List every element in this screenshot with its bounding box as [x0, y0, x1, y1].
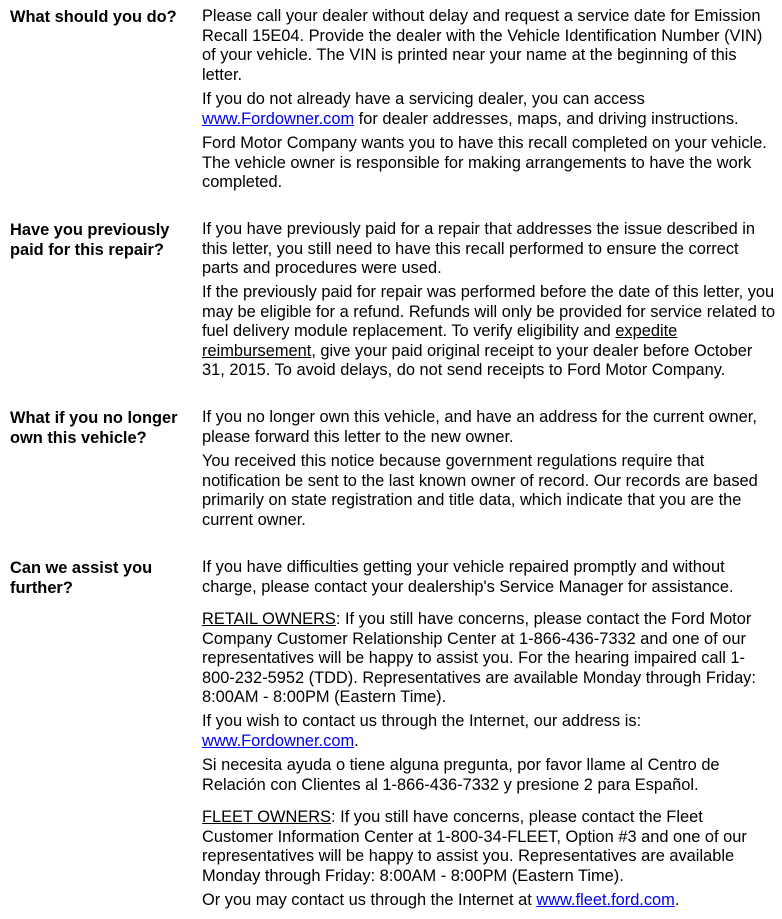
paragraph: If you have difficulties getting your vehicle repaired promptly and without charge, please contact your dealership's Service Manager for assistance. [202, 558, 734, 596]
fordowner-link[interactable]: www.Fordowner.com [202, 109, 355, 128]
paragraph: If you no longer own this vehicle, and have an address for the current owner, please forward this letter to the new owner. [202, 408, 757, 446]
question-heading: Have you previously paid for this repair? [10, 221, 170, 259]
paragraph [202, 90, 777, 129]
underlined-text: expedite reimbursement [202, 322, 678, 360]
retail-owners-label: RETAIL OWNERS [202, 610, 336, 628]
fleet-ford-link[interactable]: www.fleet.ford.com [536, 891, 675, 909]
text-segment: , give your paid original receipt to your dealer before October 31, 2015. To avoid delays, do not send receipts to Ford Motor Company. [202, 341, 753, 380]
paragraph: If you have previously paid for a repair that addresses the issue described in this letter, you still need to have this recall performed to ensure the correct parts and procedures were used. [202, 220, 756, 278]
question-heading: Can we assist you further? [10, 559, 153, 597]
paragraph: Please call your dealer without delay and request a service date for Emission Recall 15E04. Provide the dealer with the Vehicle Identification Number (VIN) of your vehicle. The VIN is printed near your name at the beginning of this letter. [202, 7, 763, 84]
fordowner-link[interactable]: www.Fordowner.com [202, 731, 355, 750]
text-segment: Or you may contact us through the Internet at [202, 891, 537, 909]
paragraph: You received this notice because government regulations require that notification be sent to the last known owner of record. Our records are based primarily on state registration and title data, which indicate that you are the current owner. [202, 452, 758, 529]
text-segment: for dealer addresses, maps, and driving instructions. [354, 109, 739, 128]
text-segment: : If you still have concerns, please contact the Fleet Customer Information Center at 1-800-34-FLEET, Option #3 and one of our representatives will be happy to assist you. Representatives are available Monday through Friday: 8:00AM - 8:00PM (Eastern Time). [202, 808, 747, 885]
paragraph [202, 891, 777, 911]
paragraph [202, 283, 777, 381]
paragraph [202, 808, 777, 886]
text-segment: If you do not already have a servicing dealer, you can access [202, 90, 645, 108]
text-segment: If you wish to contact us through the Internet, our address is: [202, 712, 642, 730]
text-segment: . [354, 731, 359, 750]
paragraph [202, 712, 777, 751]
paragraph: Si necesita ayuda o tiene alguna pregunta, por favor llame al Centro de Relación con Clientes al 1-866-436-7332 y presione 2 para Español. [202, 756, 720, 794]
question-heading: What should you do? [10, 8, 177, 26]
fleet-owners-label: FLEET OWNERS [202, 808, 332, 826]
question-heading: What if you no longer own this vehicle? [10, 409, 178, 447]
paragraph: Ford Motor Company wants you to have this recall completed on your vehicle. The vehicle owner is responsible for making arrangements to have the work completed. [202, 134, 767, 192]
text-segment: . [674, 891, 680, 909]
paragraph [202, 610, 777, 708]
text-segment: : If you still have concerns, please contact the Ford Motor Company Customer Relationship Center at 1-866-436-7332 and one of our representatives will be happy to assist you. For the hearing impaired call 1-800-232-5952 (TDD). Representatives are available Monday through Friday: 8:00AM - 8:00PM (Eastern Time). [202, 610, 756, 707]
text-segment: If the previously paid for repair was performed before the date of this letter, you may be eligible for a refund. Refunds will only be provided for service related to fuel delivery module replacement. To verify eligibility and [202, 283, 776, 341]
